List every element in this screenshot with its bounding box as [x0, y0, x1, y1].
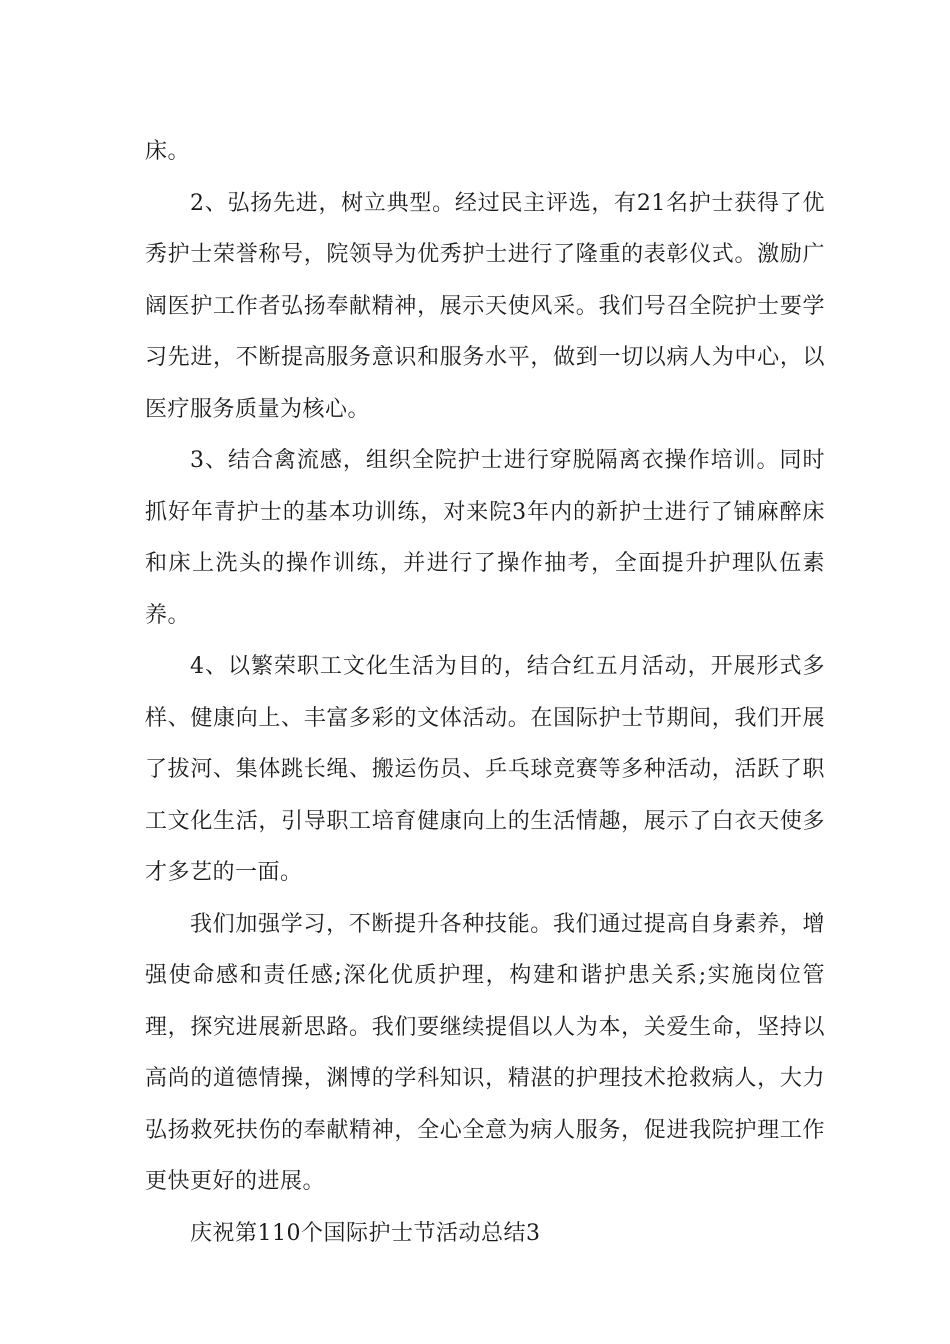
- paragraph-item-2: 2、弘扬先进，树立典型。经过民主评选，有21名护士获得了优秀护士荣誉称号，院领导为优秀护士进行了隆重的表彰仪式。激励广阔医护工作者弘扬奉献精神，展示天使风采。我们号召全院护士要学习先进，不断提高服务意识和服务水平，做到一切以病人为中心，以医疗服务质量为核心。: [145, 190, 825, 422]
- section-heading: 庆祝第110个国际护士节活动总结3: [190, 1220, 541, 1246]
- paragraph-summary: 我们加强学习，不断提升各种技能。我们通过提高自身素养，增强使命感和责任感;深化优质护理，构建和谐护患关系;实施岗位管理，探究进展新思路。我们要继续提倡以人为本，关爱生命，坚持以高尚的道德情操，渊博的学科知识，精湛的护理技术抢救病人，大力弘扬救死扶伤的奉献精神，全心全意为病人服务，促进我院护理工作更快更好的进展。: [145, 911, 825, 1194]
- document-body: [145, 126, 825, 1259]
- paragraph-item-3: 3、结合禽流感，组织全院护士进行穿脱隔离衣操作培训。同时抓好年青护士的基本功训练，对来院3年内的新护士进行了铺麻醉床和床上洗头的操作训练，并进行了操作抽考，全面提升护理队伍素养。: [145, 448, 825, 628]
- paragraph-continuation: 床。: [145, 139, 191, 164]
- paragraph-item-4: 4、以繁荣职工文化生活为目的，结合红五月活动，开展形式多样、健康向上、丰富多彩的文体活动。在国际护士节期间，我们开展了拔河、集体跳长绳、搬运伤员、乒乓球竞赛等多种活动，活跃了职工文化生活，引导职工培育健康向上的生活情趣，展示了白衣天使多才多艺的一面。: [145, 654, 825, 885]
